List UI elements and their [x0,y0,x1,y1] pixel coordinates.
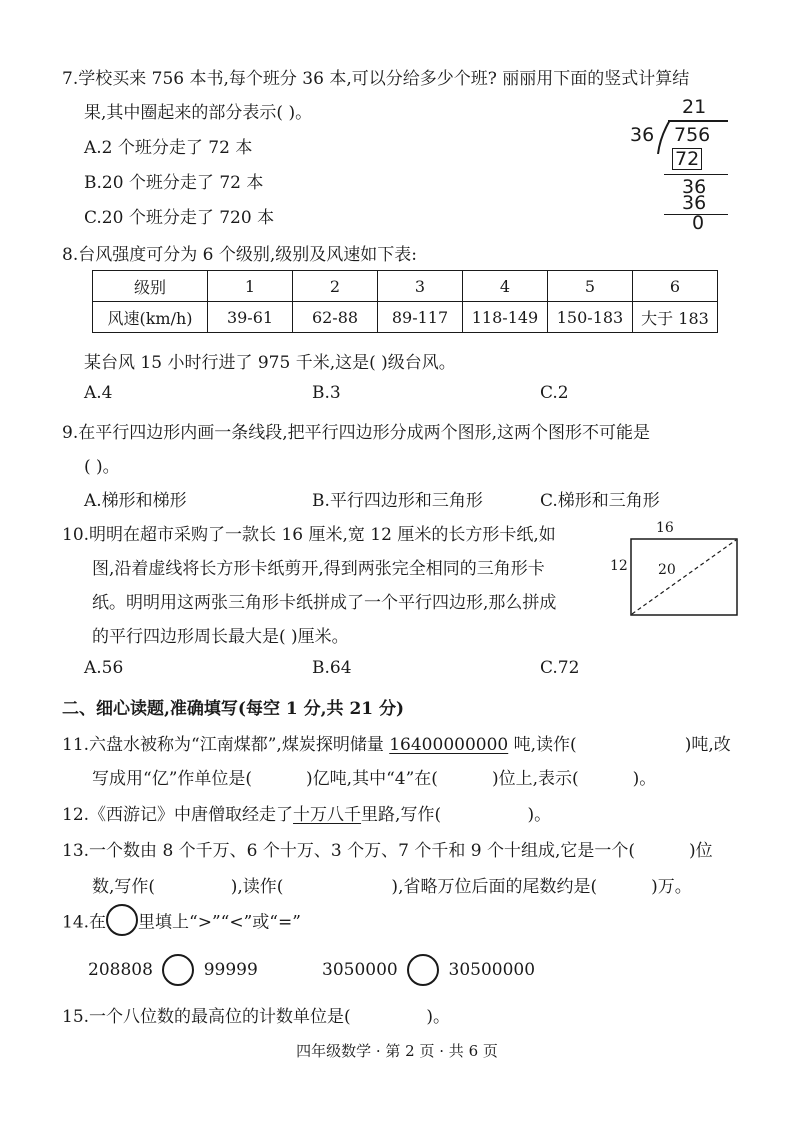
q9-option-c: C.梯形和三角形 [540,491,660,511]
table-cell: 风速(km/h) [93,302,208,333]
division-rule-1 [664,174,728,175]
q13-stem-line2: 数,写作( ),读作( ),省略万位后面的尾数约是( )万。 [92,877,692,897]
q7-stem-line1: 7.学校买来 756 本书,每个班分 36 本,可以分给多少个班? 丽丽用下面的竖式计算结 [62,69,690,89]
q7-option-c: C.20 个班分走了 720 本 [84,208,275,228]
q12-part1: 12.《西游记》中唐僧取经走了 [62,805,294,825]
division-bracket [656,120,672,154]
q9-option-a: A.梯形和梯形 [84,491,187,511]
q13-stem-line1: 13.一个数由 8 个千万、6 个十万、3 个万、7 个千和 9 个十组成,它是一个( )位 [62,841,713,861]
q10-stem-line1: 10.明明在超市采购了一款长 16 厘米,宽 12 厘米的长方形卡纸,如 [62,525,556,545]
rectangle-with-diagonal [630,538,740,618]
q11-reserve-number: 16400000000 [389,735,509,755]
q15-stem: 15.一个八位数的最高位的计数单位是( )。 [62,1007,450,1027]
q12-stem [62,800,551,825]
compare-circle-2[interactable] [407,954,439,986]
q11-stem-line2: 写成用“亿”作单位是( )亿吨,其中“4”在( )位上,表示( )。 [92,769,657,789]
compare-circle-blank [106,904,138,936]
division-result: 0 [692,212,705,234]
q8-option-b: B.3 [312,383,341,403]
table-row [93,271,718,302]
section-2-heading: 二、细心读题,准确填写(每空 1 分,共 21 分) [62,699,405,719]
q10-option-a: A.56 [84,658,124,678]
q7-option-b: B.20 个班分走了 72 本 [84,173,264,193]
figure-diagonal-label: 20 [658,562,676,578]
q9-stem-line2: ( )。 [84,457,120,477]
q10-option-c: C.72 [540,658,580,678]
division-quotient: 21 [682,96,707,118]
q9-stem-line1: 9.在平行四边形内画一条线段,把平行四边形分成两个图形,这两个图形不可能是 [62,423,651,443]
q10-stem-line2: 图,沿着虚线将长方形卡纸剪开,得到两张完全相同的三角形卡 [92,559,545,579]
wind-speed-table [92,270,718,333]
q14-comparison-2 [322,954,535,986]
q14-right-2: 30500000 [448,960,536,980]
q8-stem-line1: 8.台风强度可分为 6 个级别,级别及风速如下表: [62,245,417,265]
compare-circle-1[interactable] [162,954,194,986]
table-cell: 大于 183 [633,302,718,333]
figure-width-label: 12 [610,558,628,574]
division-dividend: 756 [674,124,711,146]
figure-length-label: 16 [656,520,674,536]
table-cell: 6 [633,271,718,302]
q7-stem-line2: 果,其中圈起来的部分表示( )。 [84,103,313,123]
table-row [93,302,718,333]
q8-option-a: A.4 [84,383,113,403]
q10-stem-line4: 的平行四边形周长最大是( )厘米。 [92,627,349,647]
q8-option-c: C.2 [540,383,569,403]
table-cell: 1 [208,271,293,302]
q11-stem-line1 [62,730,731,755]
q10-stem-line3: 纸。明明用这两张三角形卡纸拼成了一个平行四边形,那么拼成 [92,593,557,613]
q14-right-1: 99999 [203,960,258,980]
table-cell: 62-88 [293,302,378,333]
division-divisor: 36 [630,124,655,146]
division-boxed-product: 72 [672,148,702,170]
q14-left-2: 3050000 [322,960,398,980]
q11-part2: 吨,读作( )吨,改 [508,735,731,755]
table-cell: 150-183 [548,302,633,333]
q12-underlined-phrase: 十万八千 [293,805,362,825]
q12-part2: 里路,写作( )。 [361,805,552,825]
division-subtract: 36 [682,192,707,214]
division-remainder: 36 [682,176,707,198]
q14-comparison-1 [88,954,258,986]
q14-post: 里填上“>”“<”或“=” [138,912,301,933]
q9-option-b: B.平行四边形和三角形 [312,491,483,511]
table-cell: 89-117 [378,302,463,333]
q10-option-b: B.64 [312,658,352,678]
table-cell: 4 [463,271,548,302]
table-cell: 39-61 [208,302,293,333]
q14-stem [62,904,301,936]
page-footer: 四年级数学 · 第 2 页 · 共 6 页 [296,1042,498,1060]
division-bar [668,120,728,122]
q7-option-a: A.2 个班分走了 72 本 [84,138,253,158]
table-cell: 2 [293,271,378,302]
q8-stem-line2: 某台风 15 小时行进了 975 千米,这是( )级台风。 [84,353,456,373]
table-cell: 3 [378,271,463,302]
q11-part1: 11.六盘水被称为“江南煤都”,煤炭探明储量 [62,735,390,755]
q14-pre: 14.在 [62,912,107,933]
table-cell: 5 [548,271,633,302]
table-cell: 118-149 [463,302,548,333]
long-division-figure [620,96,730,236]
table-cell: 级别 [93,271,208,302]
q14-left-1: 208808 [88,960,153,980]
rectangle-card-figure [610,520,740,620]
